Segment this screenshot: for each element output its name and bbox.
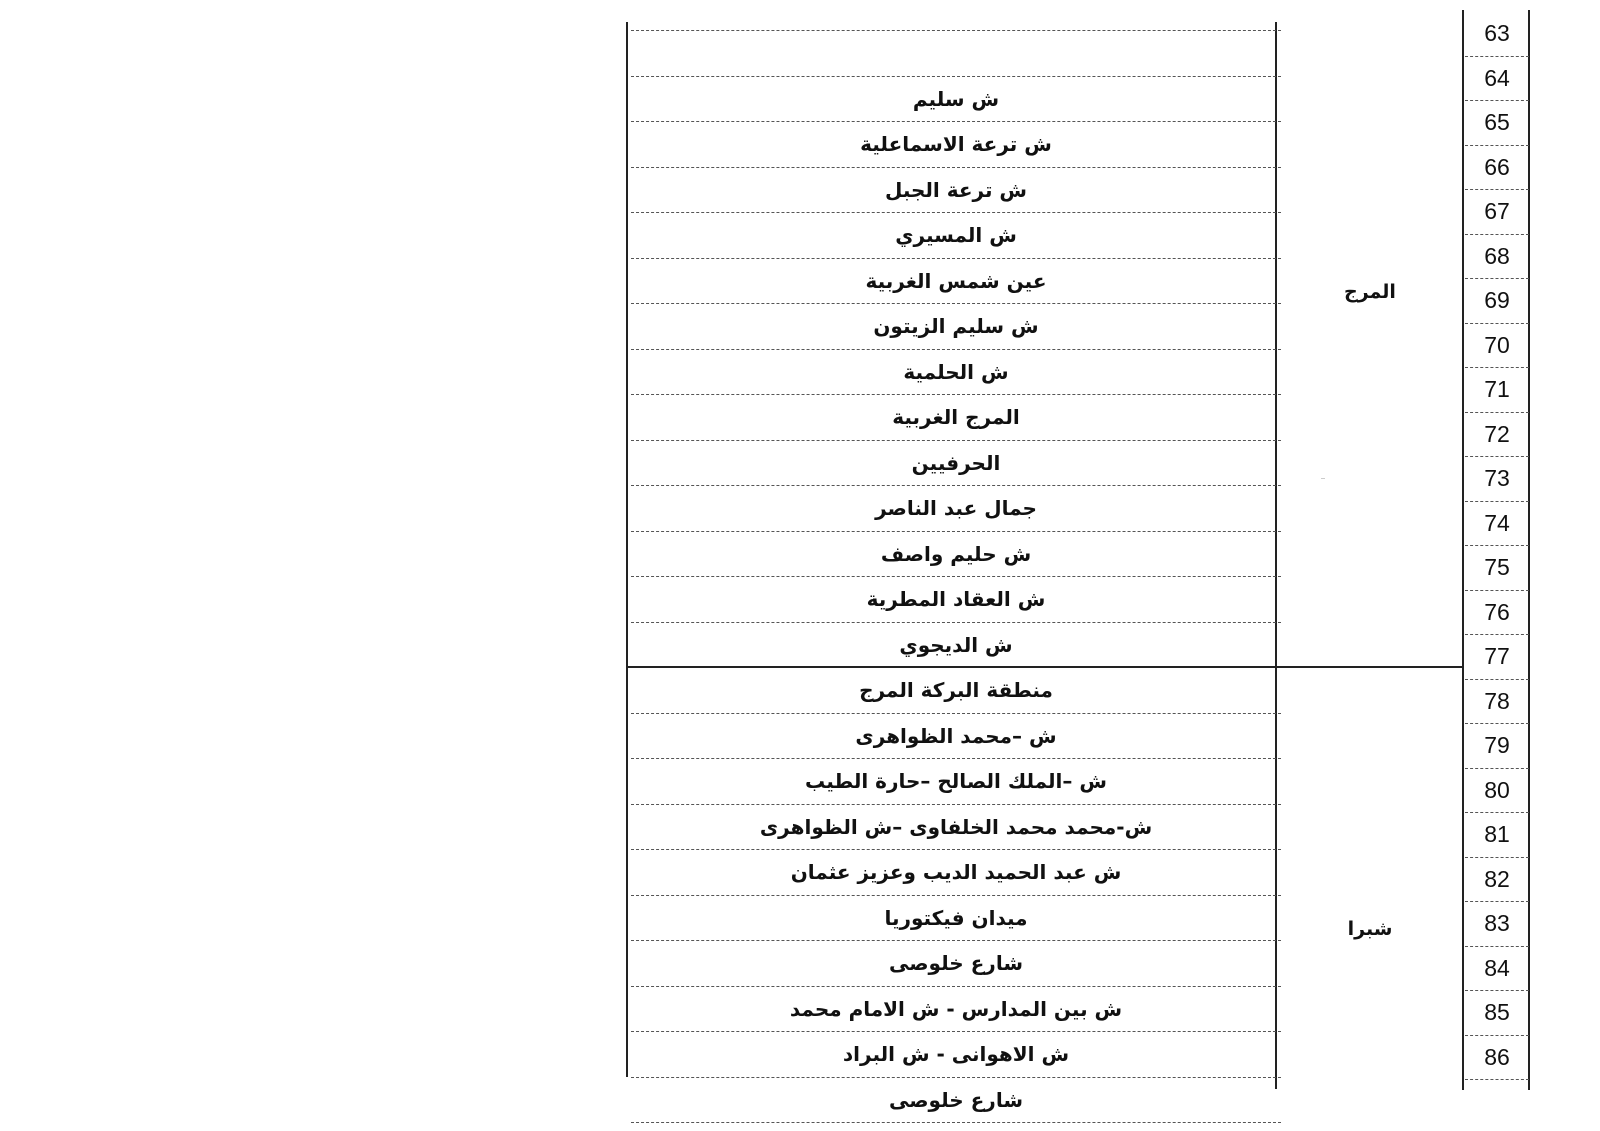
row-number: 66 (1465, 146, 1529, 191)
street-name: ش ترعة الجبل (884, 177, 1028, 202)
street-name: المرج الغربية (892, 405, 1020, 430)
street-name: ش بين المدارس - ش الامام محمد (789, 996, 1123, 1021)
street-name: ش العقاد المطرية (866, 587, 1046, 612)
street-name: شارع خلوصى (889, 951, 1023, 976)
row-number: 72 (1465, 413, 1529, 458)
row-number: 75 (1465, 546, 1529, 591)
row-number: 84 (1465, 947, 1529, 992)
street-name: شارع خلوصى (889, 1087, 1023, 1112)
table-row (631, 1078, 1281, 1124)
table-row (631, 168, 1281, 214)
table-row (631, 213, 1281, 259)
street-name (631, 31, 1281, 76)
street-name: ش الاهوانى - ش البراد (842, 1042, 1070, 1067)
street-column (631, 30, 1281, 1123)
district-label: المرج (1344, 281, 1396, 303)
row-number: 67 (1465, 190, 1529, 235)
row-number: 80 (1465, 769, 1529, 814)
table-row (631, 668, 1281, 714)
row-number: 71 (1465, 368, 1529, 413)
table-row (631, 304, 1281, 350)
street-name: ش الديجوي (899, 632, 1013, 657)
street-name: ش ترعة الاسماعلية (860, 132, 1052, 157)
row-number: 78 (1465, 680, 1529, 725)
row-number: 82 (1465, 858, 1529, 903)
table-row (631, 1032, 1281, 1078)
street-name: ش الحلمية (903, 359, 1009, 384)
row-number: 74 (1465, 502, 1529, 547)
street-name: ش المسيري (895, 223, 1017, 248)
table-row (631, 623, 1281, 669)
district-label: شبرا (1347, 918, 1393, 940)
table-row (631, 30, 1281, 77)
street-name: الحرفيين (911, 450, 1001, 475)
table-row (631, 350, 1281, 396)
street-name: ش سليم الزيتون (873, 314, 1039, 339)
street-name: ميدان فيكتوريا (884, 905, 1028, 930)
table-row (631, 259, 1281, 305)
row-number: 64 (1465, 57, 1529, 102)
table-row (631, 532, 1281, 578)
row-number: 70 (1465, 324, 1529, 369)
table-row (631, 77, 1281, 123)
table-row (631, 805, 1281, 851)
row-number: 83 (1465, 902, 1529, 947)
street-name: عين شمس الغربية (865, 268, 1047, 293)
district-group-separator (627, 666, 1463, 668)
row-number: 79 (1465, 724, 1529, 769)
table-row (631, 850, 1281, 896)
number-column-left-border (1462, 10, 1464, 1090)
street-name: ش –الملك الصالح –حارة الطيب (805, 769, 1107, 794)
row-number: 86 (1465, 1036, 1529, 1081)
street-name: جمال عبد الناصر (875, 496, 1037, 521)
row-number: 73 (1465, 457, 1529, 502)
street-name: ش-محمد محمد الخلفاوى –ش الظواهرى (759, 814, 1153, 839)
row-number: 68 (1465, 235, 1529, 280)
table-row (631, 714, 1281, 760)
row-number: 63 (1465, 12, 1529, 57)
table-row (631, 122, 1281, 168)
row-number: 85 (1465, 991, 1529, 1036)
street-name: ش حليم واصف (880, 541, 1032, 566)
table-left-border (626, 22, 628, 1077)
row-number-column (1465, 12, 1529, 1080)
table-row (631, 759, 1281, 805)
table-row (631, 987, 1281, 1033)
table-row (631, 941, 1281, 987)
street-name: منطقة البركة المرج (859, 678, 1053, 703)
row-number: 76 (1465, 591, 1529, 636)
street-name: ش –محمد الظواهرى (855, 723, 1057, 748)
row-number: 69 (1465, 279, 1529, 324)
row-number: 65 (1465, 101, 1529, 146)
table-row (631, 577, 1281, 623)
row-number: 77 (1465, 635, 1529, 680)
street-name: ش عبد الحميد الديب وعزيز عثمان (790, 860, 1122, 885)
table-row (631, 395, 1281, 441)
table-row (631, 441, 1281, 487)
table-row (631, 486, 1281, 532)
table-row (631, 896, 1281, 942)
scan-mark (1321, 478, 1325, 479)
row-number: 81 (1465, 813, 1529, 858)
street-name: ش سليم (912, 86, 1000, 111)
